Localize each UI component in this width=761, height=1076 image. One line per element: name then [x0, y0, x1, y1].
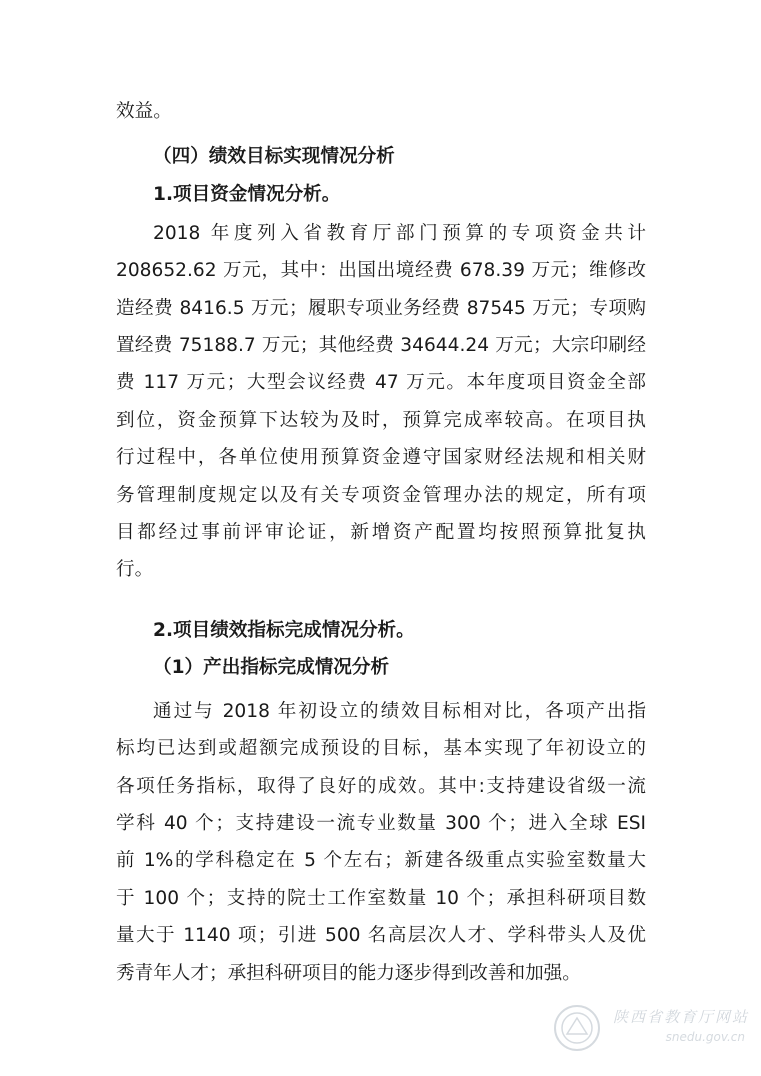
paragraph-line: 208652.62 万元，其中：出国出境经费 678.39 万元；维修改: [116, 260, 646, 281]
paragraph-line: 目都经过事前评审论证，新增资产配置均按照预算批复执: [116, 522, 646, 543]
paragraph-line: 效益。: [116, 101, 172, 122]
paragraph-line: 置经费 75188.7 万元；其他经费 34644.24 万元；大宗印刷经: [116, 335, 646, 356]
subsection-heading: 1.项目资金情况分析。: [153, 184, 341, 205]
paragraph-line: 通过与 2018 年初设立的绩效目标相对比，各项产出指: [153, 701, 646, 722]
paragraph-line: 各项任务指标，取得了良好的成效。其中:支持建设省级一流: [116, 776, 646, 797]
paragraph-line: 行。: [116, 559, 154, 580]
paragraph-line: 造经费 8416.5 万元；履职专项业务经费 87545 万元；专项购: [116, 298, 646, 319]
paragraph-line: 于 100 个；支持的院士工作室数量 10 个；承担科研项目数: [116, 888, 646, 909]
paragraph-line: 学科 40 个；支持建设一流专业数量 300 个；进入全球 ESI: [116, 813, 646, 834]
emblem-icon: [549, 1000, 605, 1056]
watermark-domain: snedu.gov.cn: [665, 1030, 745, 1044]
paragraph-line: 前 1%的学科稳定在 5 个左右；新建各级重点实验室数量大: [116, 850, 646, 871]
paragraph-line: 行过程中，各单位使用预算资金遵守国家财经法规和相关财: [116, 447, 646, 468]
watermark-site-name: 陕西省教育厅网站: [612, 1008, 749, 1026]
paragraph-line: 费 117 万元；大型会议经费 47 万元。本年度项目资金全部: [116, 372, 646, 393]
site-watermark: [549, 1000, 749, 1056]
paragraph-line: 务管理制度规定以及有关专项资金管理办法的规定，所有项: [116, 485, 646, 506]
paragraph-line: 2018 年度列入省教育厅部门预算的专项资金共计: [153, 223, 646, 244]
paragraph-line: 到位，资金预算下达较为及时，预算完成率较高。在项目执: [116, 410, 646, 431]
subsection-heading: 2.项目绩效指标完成情况分析。: [153, 620, 415, 641]
paragraph-line: 量大于 1140 项；引进 500 名高层次人才、学科带头人及优: [116, 925, 646, 946]
sub-subsection-heading: （1）产出指标完成情况分析: [153, 657, 390, 678]
paragraph-line: 秀青年人才；承担科研项目的能力逐步得到改善和加强。: [116, 963, 581, 984]
paragraph-line: 标均已达到或超额完成预设的目标，基本实现了年初设立的: [116, 738, 646, 759]
section-heading: （四）绩效目标实现情况分析: [153, 146, 395, 167]
